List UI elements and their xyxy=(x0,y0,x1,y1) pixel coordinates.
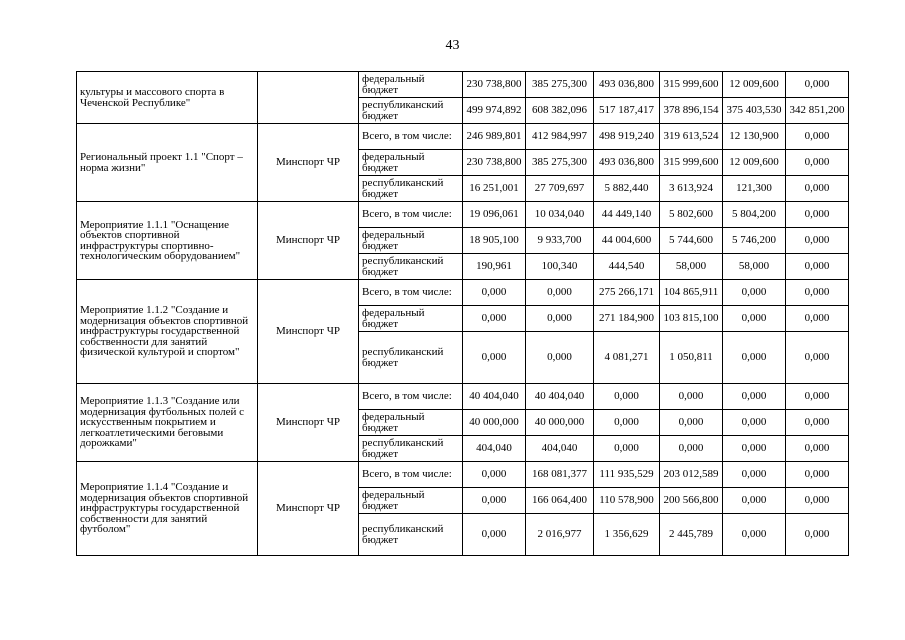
amount-cell: 0,000 xyxy=(786,150,849,176)
amount-cell: 0,000 xyxy=(786,72,849,98)
funding-source-cell: Всего, в том числе: xyxy=(359,280,463,306)
amount-cell: 111 935,529 xyxy=(594,462,660,488)
amount-cell: 0,000 xyxy=(660,410,723,436)
amount-cell: 10 034,040 xyxy=(526,202,594,228)
program-name-cell: Мероприятие 1.1.2 "Создание и модернизация объектов спортивной инфраструктуры государственной собственности для занятий физической культурой и спортом" xyxy=(77,280,258,384)
funding-source-cell: федеральный бюджет xyxy=(359,410,463,436)
amount-cell: 168 081,377 xyxy=(526,462,594,488)
table-row xyxy=(77,384,849,410)
amount-cell: 0,000 xyxy=(786,280,849,306)
amount-cell: 40 000,000 xyxy=(526,410,594,436)
funding-source-cell: Всего, в том числе: xyxy=(359,384,463,410)
amount-cell: 203 012,589 xyxy=(660,462,723,488)
table-row xyxy=(77,280,849,306)
amount-cell: 275 266,171 xyxy=(594,280,660,306)
executor-cell: Минспорт ЧР xyxy=(258,384,359,462)
amount-cell: 0,000 xyxy=(786,202,849,228)
amount-cell: 319 613,524 xyxy=(660,124,723,150)
amount-cell: 3 613,924 xyxy=(660,176,723,202)
amount-cell: 0,000 xyxy=(786,176,849,202)
amount-cell: 0,000 xyxy=(786,228,849,254)
amount-cell: 40 000,000 xyxy=(463,410,526,436)
funding-source-cell: республиканский бюджет xyxy=(359,176,463,202)
amount-cell: 0,000 xyxy=(786,384,849,410)
amount-cell: 5 804,200 xyxy=(723,202,786,228)
amount-cell: 0,000 xyxy=(723,280,786,306)
funding-source-cell: республиканский бюджет xyxy=(359,254,463,280)
executor-cell xyxy=(258,72,359,124)
funding-source-cell: республиканский бюджет xyxy=(359,436,463,462)
amount-cell: 44 449,140 xyxy=(594,202,660,228)
page-number: 43 xyxy=(445,38,460,53)
amount-cell: 104 865,911 xyxy=(660,280,723,306)
executor-cell: Минспорт ЧР xyxy=(258,280,359,384)
amount-cell: 0,000 xyxy=(463,306,526,332)
funding-source-cell: республиканский бюджет xyxy=(359,332,463,384)
amount-cell: 0,000 xyxy=(723,436,786,462)
amount-cell: 0,000 xyxy=(594,436,660,462)
amount-cell: 0,000 xyxy=(723,462,786,488)
amount-cell: 0,000 xyxy=(786,410,849,436)
amount-cell: 19 096,061 xyxy=(463,202,526,228)
amount-cell: 200 566,800 xyxy=(660,488,723,514)
amount-cell: 404,040 xyxy=(526,436,594,462)
funding-source-cell: Всего, в том числе: xyxy=(359,462,463,488)
amount-cell: 271 184,900 xyxy=(594,306,660,332)
amount-cell: 12 130,900 xyxy=(723,124,786,150)
funding-source-cell: федеральный бюджет xyxy=(359,306,463,332)
amount-cell: 0,000 xyxy=(786,488,849,514)
amount-cell: 0,000 xyxy=(463,332,526,384)
program-name-cell: культуры и массового спорта в Чеченской Республике" xyxy=(77,72,258,124)
funding-source-cell: федеральный бюджет xyxy=(359,72,463,98)
amount-cell: 103 815,100 xyxy=(660,306,723,332)
amount-cell: 230 738,800 xyxy=(463,150,526,176)
amount-cell: 444,540 xyxy=(594,254,660,280)
amount-cell: 44 004,600 xyxy=(594,228,660,254)
amount-cell: 190,961 xyxy=(463,254,526,280)
amount-cell: 517 187,417 xyxy=(594,98,660,124)
amount-cell: 40 404,040 xyxy=(463,384,526,410)
amount-cell: 315 999,600 xyxy=(660,150,723,176)
amount-cell: 166 064,400 xyxy=(526,488,594,514)
executor-cell: Минспорт ЧР xyxy=(258,462,359,556)
amount-cell: 2 445,789 xyxy=(660,514,723,556)
amount-cell: 12 009,600 xyxy=(723,72,786,98)
amount-cell: 0,000 xyxy=(660,384,723,410)
program-name-cell: Мероприятие 1.1.3 "Создание или модернизация футбольных полей с искусственным покрытием и легкоатлетическими беговыми дорожками" xyxy=(77,384,258,462)
amount-cell: 5 882,440 xyxy=(594,176,660,202)
amount-cell: 493 036,800 xyxy=(594,150,660,176)
amount-cell: 315 999,600 xyxy=(660,72,723,98)
amount-cell: 404,040 xyxy=(463,436,526,462)
amount-cell: 0,000 xyxy=(786,332,849,384)
amount-cell: 9 933,700 xyxy=(526,228,594,254)
amount-cell: 0,000 xyxy=(723,488,786,514)
amount-cell: 0,000 xyxy=(526,332,594,384)
amount-cell: 0,000 xyxy=(786,462,849,488)
amount-cell: 0,000 xyxy=(786,306,849,332)
amount-cell: 40 404,040 xyxy=(526,384,594,410)
funding-source-cell: федеральный бюджет xyxy=(359,228,463,254)
amount-cell: 608 382,096 xyxy=(526,98,594,124)
amount-cell: 230 738,800 xyxy=(463,72,526,98)
amount-cell: 58,000 xyxy=(723,254,786,280)
amount-cell: 0,000 xyxy=(723,410,786,436)
amount-cell: 0,000 xyxy=(786,436,849,462)
amount-cell: 0,000 xyxy=(723,332,786,384)
program-name-cell: Региональный проект 1.1 "Спорт – норма жизни" xyxy=(77,124,258,202)
table-row xyxy=(77,124,849,150)
program-name-cell: Мероприятие 1.1.1 "Оснащение объектов спортивной инфраструктуры спортивно-технологическим оборудованием" xyxy=(77,202,258,280)
funding-source-cell: Всего, в том числе: xyxy=(359,202,463,228)
amount-cell: 1 356,629 xyxy=(594,514,660,556)
budget-table xyxy=(76,71,849,556)
funding-source-cell: федеральный бюджет xyxy=(359,150,463,176)
table-row xyxy=(77,462,849,488)
executor-cell: Минспорт ЧР xyxy=(258,124,359,202)
amount-cell: 5 744,600 xyxy=(660,228,723,254)
amount-cell: 0,000 xyxy=(526,306,594,332)
amount-cell: 412 984,997 xyxy=(526,124,594,150)
amount-cell: 385 275,300 xyxy=(526,150,594,176)
amount-cell: 121,300 xyxy=(723,176,786,202)
amount-cell: 246 989,801 xyxy=(463,124,526,150)
funding-source-cell: Всего, в том числе: xyxy=(359,124,463,150)
amount-cell: 0,000 xyxy=(786,124,849,150)
amount-cell: 0,000 xyxy=(463,280,526,306)
table-row xyxy=(77,72,849,98)
amount-cell: 0,000 xyxy=(723,384,786,410)
amount-cell: 0,000 xyxy=(594,384,660,410)
amount-cell: 385 275,300 xyxy=(526,72,594,98)
amount-cell: 0,000 xyxy=(723,306,786,332)
amount-cell: 5 802,600 xyxy=(660,202,723,228)
amount-cell: 18 905,100 xyxy=(463,228,526,254)
amount-cell: 12 009,600 xyxy=(723,150,786,176)
amount-cell: 58,000 xyxy=(660,254,723,280)
funding-source-cell: федеральный бюджет xyxy=(359,488,463,514)
executor-cell: Минспорт ЧР xyxy=(258,202,359,280)
table-row xyxy=(77,202,849,228)
amount-cell: 5 746,200 xyxy=(723,228,786,254)
amount-cell: 4 081,271 xyxy=(594,332,660,384)
amount-cell: 27 709,697 xyxy=(526,176,594,202)
funding-source-cell: республиканский бюджет xyxy=(359,514,463,556)
amount-cell: 100,340 xyxy=(526,254,594,280)
amount-cell: 342 851,200 xyxy=(786,98,849,124)
amount-cell: 0,000 xyxy=(594,410,660,436)
amount-cell: 2 016,977 xyxy=(526,514,594,556)
amount-cell: 0,000 xyxy=(463,488,526,514)
amount-cell: 0,000 xyxy=(786,514,849,556)
amount-cell: 0,000 xyxy=(463,462,526,488)
amount-cell: 493 036,800 xyxy=(594,72,660,98)
amount-cell: 378 896,154 xyxy=(660,98,723,124)
amount-cell: 16 251,001 xyxy=(463,176,526,202)
program-name-cell: Мероприятие 1.1.4 "Создание и модернизация объектов спортивной инфраструктуры государственной собственности для занятий футболом" xyxy=(77,462,258,556)
amount-cell: 0,000 xyxy=(463,514,526,556)
amount-cell: 0,000 xyxy=(660,436,723,462)
amount-cell: 0,000 xyxy=(786,254,849,280)
amount-cell: 0,000 xyxy=(526,280,594,306)
amount-cell: 499 974,892 xyxy=(463,98,526,124)
amount-cell: 0,000 xyxy=(723,514,786,556)
amount-cell: 1 050,811 xyxy=(660,332,723,384)
funding-source-cell: республиканский бюджет xyxy=(359,98,463,124)
amount-cell: 110 578,900 xyxy=(594,488,660,514)
amount-cell: 375 403,530 xyxy=(723,98,786,124)
amount-cell: 498 919,240 xyxy=(594,124,660,150)
